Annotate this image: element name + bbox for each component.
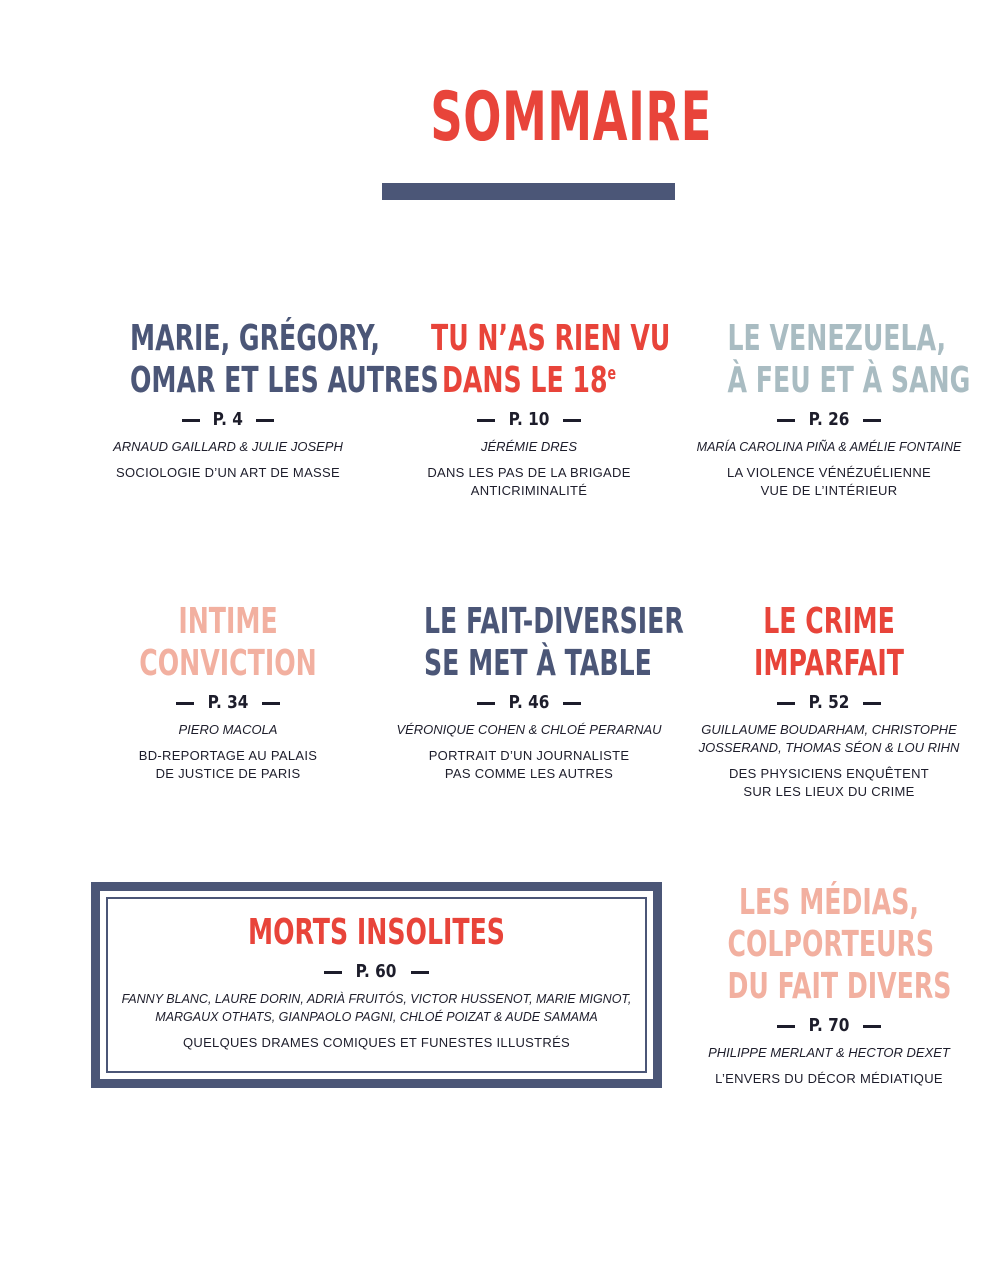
dash-decoration — [324, 971, 342, 974]
toc-entry-crime-imparfait[interactable] — [684, 601, 974, 801]
dash-decoration — [182, 419, 200, 422]
entry-title — [130, 601, 326, 685]
entry-title — [727, 882, 952, 1008]
toc-entry-fait-diversier[interactable] — [379, 601, 684, 783]
entry-title-line: COLPORTEURS — [727, 924, 935, 965]
entry-title-line: À FEU ET À SANG — [727, 360, 971, 401]
entry-title-superscript: e — [607, 363, 617, 384]
description-line: DANS LES PAS DE LA BRIGADE — [427, 465, 631, 480]
entry-description — [389, 464, 669, 500]
entry-title — [424, 601, 684, 685]
author-line: FANNY BLANC, LAURE DORIN, ADRIÀ FRUITÓS, VICTOR HUSSENOT, MARIE MIGNOT, — [121, 992, 632, 1006]
page-reference — [684, 691, 974, 715]
page-number: P. 4 — [212, 409, 244, 430]
entry-title-line: LES MÉDIAS, — [738, 882, 920, 923]
entry-description — [88, 464, 368, 482]
author-line: JÉRÉMIE DRES — [480, 439, 578, 454]
dash-decoration — [863, 419, 881, 422]
page-reference — [88, 691, 368, 715]
entry-description — [684, 1070, 974, 1088]
entry-authors — [389, 438, 669, 456]
page-reference — [100, 960, 653, 984]
entry-title — [728, 601, 931, 685]
description-line: LA VIOLENCE VÉNÉZUÉLIENNE — [726, 465, 931, 480]
page-reference — [684, 1014, 974, 1038]
entry-authors — [88, 721, 368, 739]
page-reference — [379, 691, 679, 715]
entry-title-line: MORTS INSOLITES — [248, 912, 505, 953]
dash-decoration — [262, 702, 280, 705]
entry-title-line: TU N’AS RIEN VU — [431, 318, 671, 359]
description-line: SOCIOLOGIE D’UN ART DE MASSE — [116, 465, 340, 480]
author-line: PIERO MACOLA — [178, 722, 278, 737]
description-line: QUELQUES DRAMES COMIQUES ET FUNESTES ILLUSTRÉS — [182, 1035, 571, 1050]
page-number: P. 26 — [808, 409, 850, 430]
page-number: P. 10 — [508, 409, 550, 430]
page-reference — [88, 408, 368, 432]
entry-title — [183, 912, 570, 954]
dash-decoration — [477, 419, 495, 422]
entry-description — [379, 747, 679, 783]
entry-authors — [684, 438, 974, 456]
page-number: P. 70 — [808, 1015, 850, 1036]
description-line: SUR LES LIEUX DU CRIME — [743, 784, 915, 799]
dash-decoration — [777, 702, 795, 705]
description-line: L’ENVERS DU DÉCOR MÉDIATIQUE — [715, 1071, 943, 1086]
page-title: SOMMAIRE — [430, 78, 713, 157]
page-reference — [389, 408, 669, 432]
entry-title-line: OMAR ET LES AUTRES — [130, 360, 439, 401]
entry-authors — [684, 1044, 974, 1062]
dash-decoration — [477, 702, 495, 705]
toc-entry-marie-gregory[interactable] — [88, 318, 439, 482]
entry-title-line: CONVICTION — [139, 643, 317, 684]
author-line: MARÍA CAROLINA PIÑA & AMÉLIE FONTAINE — [696, 440, 962, 454]
entry-authors — [379, 721, 679, 739]
description-line: PAS COMME LES AUTRES — [444, 766, 614, 781]
author-line: MARGAUX OTHATS, GIANPAOLO PAGNI, CHLOÉ POIZAT & AUDE SAMAMA — [155, 1010, 598, 1024]
author-line: GUILLAUME BOUDARHAM, CHRISTOPHE — [701, 722, 957, 737]
entry-description — [100, 1034, 653, 1052]
page-reference — [684, 408, 974, 432]
entry-authors — [684, 721, 974, 757]
author-line: JOSSERAND, THOMAS SÉON & LOU RIHN — [698, 740, 960, 755]
entry-title-line: LE CRIME — [763, 601, 895, 642]
description-line: DES PHYSICIENS ENQUÊTENT — [728, 766, 930, 781]
dash-decoration — [563, 702, 581, 705]
dash-decoration — [863, 702, 881, 705]
entry-title — [727, 318, 971, 402]
entry-title-line: LE FAIT-DIVERSIER — [424, 601, 684, 642]
title-underline-bar — [382, 183, 675, 200]
toc-entry-les-medias[interactable] — [684, 882, 974, 1088]
entry-title-line — [431, 360, 627, 402]
entry-title-line: LE VENEZUELA, — [727, 318, 947, 359]
entry-description — [88, 747, 368, 783]
dash-decoration — [411, 971, 429, 974]
entry-title-line: IMPARFAIT — [754, 643, 904, 684]
entry-title-line: INTIME — [178, 601, 278, 642]
toc-entry-intime-conviction[interactable] — [88, 601, 368, 783]
toc-entry-tu-nas-rien-vu[interactable] — [389, 318, 669, 500]
dash-decoration — [563, 419, 581, 422]
page-number: P. 60 — [356, 961, 397, 982]
toc-entry-venezuela[interactable] — [684, 318, 974, 500]
toc-entry-morts-insolites[interactable] — [100, 912, 653, 1052]
entry-title-line: SE MET À TABLE — [424, 643, 652, 684]
dash-decoration — [176, 702, 194, 705]
dash-decoration — [863, 1025, 881, 1028]
author-line: PHILIPPE MERLANT & HECTOR DEXET — [708, 1045, 950, 1060]
author-line: ARNAUD GAILLARD & JULIE JOSEPH — [113, 439, 343, 454]
page-number: P. 34 — [207, 692, 249, 713]
page-number: P. 46 — [508, 692, 550, 713]
entry-title-line: DU FAIT DIVERS — [727, 966, 952, 1007]
dash-decoration — [256, 419, 274, 422]
entry-description — [684, 765, 974, 801]
entry-description — [684, 464, 974, 500]
description-line: BD-REPORTAGE AU PALAIS — [138, 748, 318, 763]
description-line: DE JUSTICE DE PARIS — [155, 766, 301, 781]
page-number: P. 52 — [808, 692, 850, 713]
dash-decoration — [777, 419, 795, 422]
description-line: ANTICRIMINALITÉ — [470, 483, 588, 498]
entry-title-text: DANS LE 18 — [441, 360, 608, 401]
entry-title — [130, 318, 439, 402]
description-line: PORTRAIT D’UN JOURNALISTE — [428, 748, 630, 763]
author-line: VÉRONIQUE COHEN & CHLOÉ PERARNAU — [396, 722, 662, 737]
entry-authors — [100, 990, 653, 1026]
dash-decoration — [777, 1025, 795, 1028]
description-line: VUE DE L’INTÉRIEUR — [760, 483, 898, 498]
entry-authors — [88, 438, 368, 456]
entry-title-line: MARIE, GRÉGORY, — [130, 318, 381, 359]
entry-title — [431, 318, 671, 402]
